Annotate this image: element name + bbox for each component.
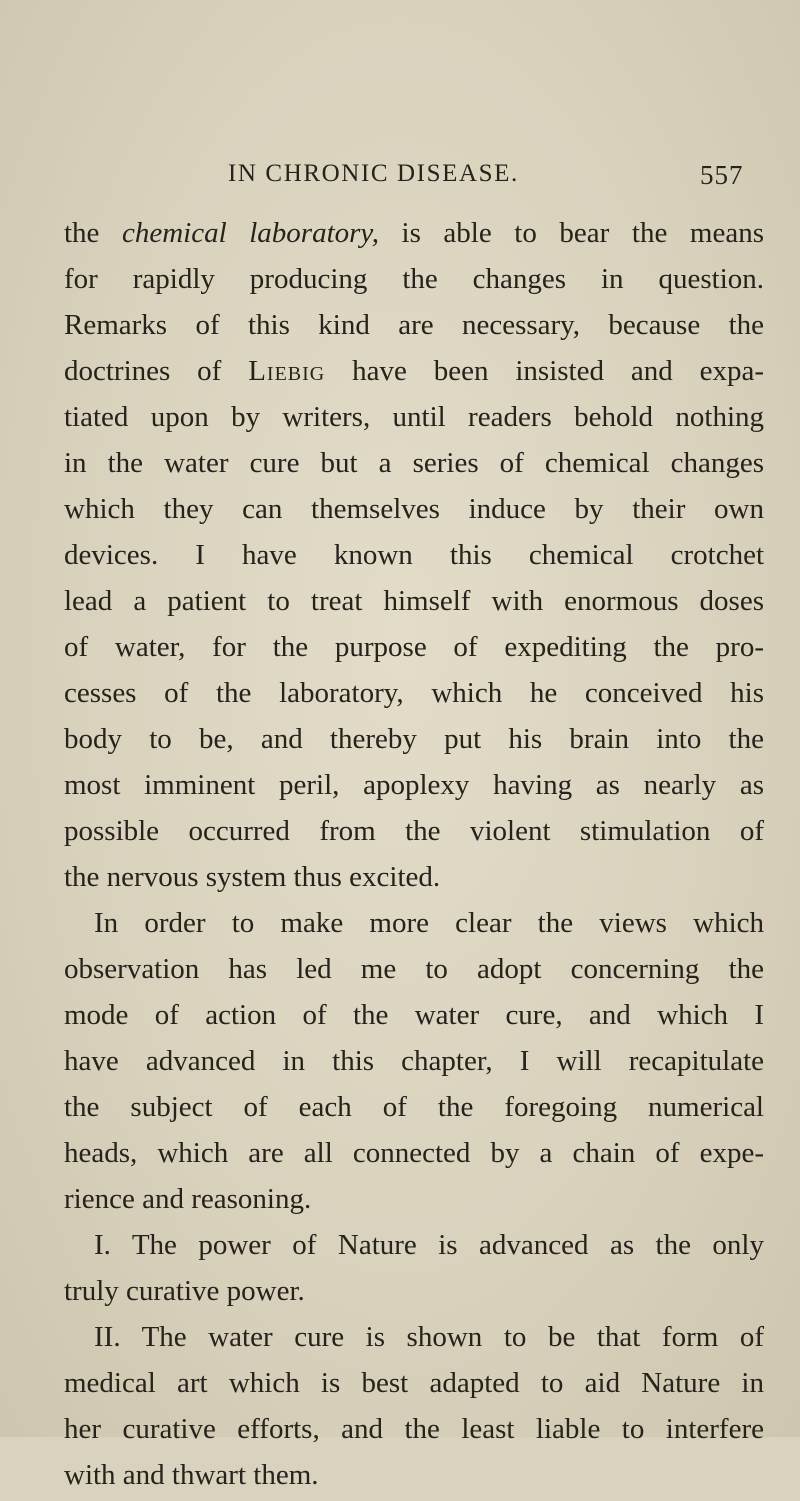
text-segment: truly curative power. xyxy=(64,1275,305,1307)
text-line xyxy=(64,1225,764,1271)
paragraph xyxy=(64,1317,764,1501)
text-line xyxy=(64,903,764,949)
text-line xyxy=(64,1317,764,1363)
text-segment: lead a patient to treat himself with enormous doses xyxy=(64,585,764,617)
running-head: IN CHRONIC DISEASE. xyxy=(228,160,519,187)
text-segment: observation has led me to adopt concerning the xyxy=(64,953,764,985)
text-segment: the subject of each of the foregoing numerical xyxy=(64,1091,764,1123)
text-line xyxy=(64,443,764,489)
body-text xyxy=(64,213,764,1501)
text-segment: in the water cure but a series of chemical changes xyxy=(64,447,764,479)
text-segment: I. The power of Nature is advanced as the only xyxy=(94,1229,764,1261)
text-segment: tiated upon by writers, until readers behold nothing xyxy=(64,401,764,433)
text-segment: devices. I have known this chemical crotchet xyxy=(64,539,764,571)
smallcaps-name: Liebig xyxy=(248,355,326,387)
paragraph xyxy=(64,903,764,1225)
text-line xyxy=(64,857,764,903)
paragraph xyxy=(64,1225,764,1317)
text-segment: have advanced in this chapter, I will recapitulate xyxy=(64,1045,764,1077)
text-line xyxy=(64,1179,764,1225)
text-line xyxy=(64,1087,764,1133)
text-line xyxy=(64,811,764,857)
italic-text: chemical laboratory, xyxy=(122,217,379,249)
text-segment: the xyxy=(64,217,122,249)
text-line xyxy=(64,305,764,351)
text-line xyxy=(64,627,764,673)
text-line xyxy=(64,719,764,765)
text-segment: with and thwart them. xyxy=(64,1459,319,1491)
paragraph xyxy=(64,213,764,903)
text-line xyxy=(64,1455,764,1501)
text-segment: possible occurred from the violent stimulation of xyxy=(64,815,764,847)
text-line xyxy=(64,995,764,1041)
text-line xyxy=(64,489,764,535)
text-line xyxy=(64,765,764,811)
text-line xyxy=(64,213,764,259)
text-line xyxy=(64,1271,764,1317)
text-segment: medical art which is best adapted to aid Nature in xyxy=(64,1367,764,1399)
text-line xyxy=(64,1041,764,1087)
text-segment: II. The water cure is shown to be that form of xyxy=(94,1321,764,1353)
text-line xyxy=(64,259,764,305)
text-line xyxy=(64,673,764,719)
text-segment: body to be, and thereby put his brain into the xyxy=(64,723,764,755)
text-line xyxy=(64,581,764,627)
text-segment: have been insisted and expa- xyxy=(325,355,764,387)
text-line xyxy=(64,949,764,995)
text-line xyxy=(64,397,764,443)
text-segment: her curative efforts, and the least liable to interfere xyxy=(64,1413,764,1445)
text-segment: for rapidly producing the changes in question. xyxy=(64,263,764,295)
text-segment: In order to make more clear the views which xyxy=(94,907,764,939)
page-number: 557 xyxy=(700,160,744,190)
text-segment: cesses of the laboratory, which he conceived his xyxy=(64,677,764,709)
text-segment: doctrines of xyxy=(64,355,249,387)
text-segment: heads, which are all connected by a chain of expe- xyxy=(64,1137,764,1169)
text-segment: of water, for the purpose of expediting the pro- xyxy=(64,631,764,663)
text-segment: rience and reasoning. xyxy=(64,1183,312,1215)
text-line xyxy=(64,1363,764,1409)
text-segment: Remarks of this kind are necessary, because the xyxy=(64,309,764,341)
text-segment: is able to bear the means xyxy=(378,217,764,249)
text-line xyxy=(64,351,764,397)
text-line xyxy=(64,1133,764,1179)
text-line xyxy=(64,535,764,581)
text-segment: most imminent peril, apoplexy having as nearly as xyxy=(64,769,764,801)
text-segment: mode of action of the water cure, and which I xyxy=(64,999,764,1031)
text-segment: the nervous system thus excited. xyxy=(64,861,441,893)
text-segment: which they can themselves induce by their own xyxy=(64,493,764,525)
text-line xyxy=(64,1409,764,1455)
